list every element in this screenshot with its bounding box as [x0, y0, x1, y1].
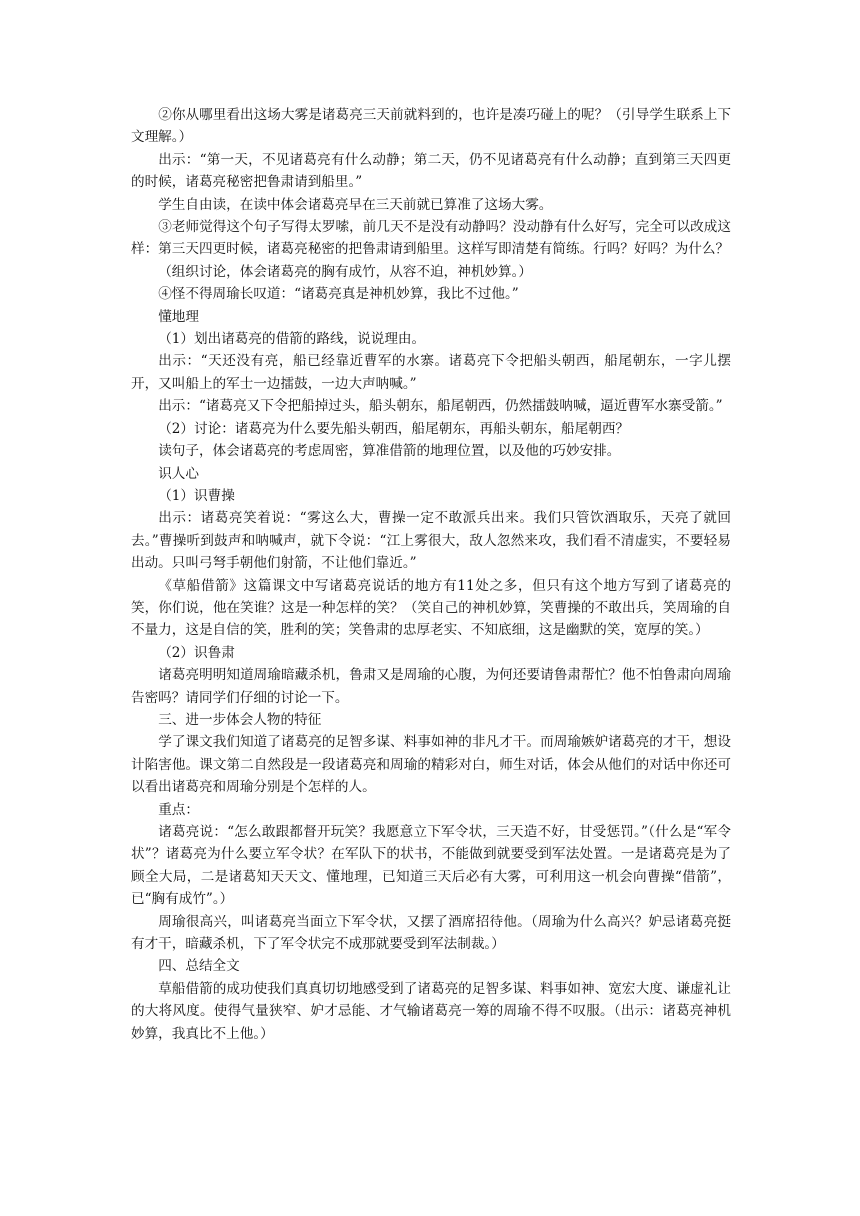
paragraph-question-3: ③老师觉得这个句子写得太罗嗦，前几天不是没有动静吗？没动静有什么好写，完全可以改成这样：第三天四更时候，诸葛亮秘密的把鲁肃请到船里。这样写即清楚有简练。行吗？好吗？为什么？	[131, 219, 731, 258]
paragraph-discussion-direction: （2）讨论：诸葛亮为什么要先船头朝西，船尾朝东，再船头朝东，船尾朝西？	[158, 420, 630, 437]
heading-people: 识人心	[158, 465, 199, 482]
paragraph-quote-fog: 出示：诸葛亮笑着说：“雾这么大，曹操一定不敢派兵出来。我们只管饮酒取乐，天亮了就回去。”曹操听到鼓声和呐喊声，就下令说：“江上雾很大，敌人忽然来攻，我们看不清虚实，不要轻易出动。只叫弓弩手朝他们射箭，不让他们靠近。”	[131, 510, 731, 572]
section-heading-4: 四、总结全文	[158, 958, 240, 975]
paragraph-lu-su-question: 诸葛亮明明知道周瑜暗藏杀机，鲁肃又是周瑜的心腹，为何还要请鲁肃帮忙？他不怕鲁肃向周瑜告密吗？请同学们仔细的讨论一下。	[131, 667, 731, 706]
paragraph-route-task: （1）划出诸葛亮的借箭的路线，说说理由。	[158, 331, 426, 348]
paragraph-quote-days: 出示：“第一天，不见诸葛亮有什么动静；第二天，仍不见诸葛亮有什么动静；直到第三天四更的时候，诸葛亮秘密把鲁肃请到船里。”	[131, 151, 731, 191]
paragraph-quote-east: 出示：“诸葛亮又下令把船掉过头，船头朝东，船尾朝西，仍然擂鼓呐喊，逼近曹军水寨受箭。”	[158, 398, 723, 415]
document-body	[131, 104, 731, 1045]
paragraph-laugh-analysis: 《草船借箭》这篇课文中写诸葛亮说话的地方有11处之多，但只有这个地方写到了诸葛亮的笑，你们说，他在笑谁？这是一种怎样的笑？（笑自己的神机妙算，笑曹操的不敢出兵，笑周瑜的自不量力，这是自信的笑，胜利的笑；笑鲁肃的忠厚老实、不知底细，这是幽默的笑，宽厚的笑。）	[131, 577, 731, 639]
subheading-cao-cao: （1）识曹操	[158, 487, 235, 504]
paragraph-character-intro: 学了课文我们知道了诸葛亮的足智多谋、料事如神的非凡才干。而周瑜嫉妒诸葛亮的才干，想设计陷害他。课文第二自然段是一段诸葛亮和周瑜的精彩对白，师生对话，体会从他们的对话中你还可以看出诸葛亮和周瑜分别是个怎样的人。	[131, 734, 731, 796]
paragraph-zhou-yu-happy: 周瑜很高兴，叫诸葛亮当面立下军令状，又摆了酒席招待他。（周瑜为什么高兴？妒忌诸葛亮挺有才干，暗藏杀机，下了军令状完不成那就要受到军法制裁。）	[131, 913, 731, 953]
paragraph-quote-west: 出示：“天还没有亮，船已经靠近曹军的水寨。诸葛亮下令把船头朝西，船尾朝东，一字儿摆开，又叫船上的军士一边擂鼓，一边大声呐喊。”	[131, 353, 731, 392]
heading-geography: 懂地理	[158, 308, 199, 325]
paragraph-summary: 草船借箭的成功使我们真真切切地感受到了诸葛亮的足智多谋、料事如神、宽宏大度、谦虚礼让的大将风度。使得气量狭窄、妒才忌能、才气输诸葛亮一筹的周瑜不得不叹服。（出示：诸葛亮神机妙算，我真比不上他。）	[131, 980, 731, 1042]
paragraph-military-order: 诸葛亮说：“怎么敢跟都督开玩笑？我愿意立下军令状，三天造不好，甘受惩罚。”（什么是“军令状”？诸葛亮为什么要立军令状？在军队下的状书，不能做到就要受到军法处置。一是诸葛亮是为了顾全大局，二是诸葛知天天文、懂地理，已知道三天后必有大雾，可利用这一机会向曹操“借箭”，已“胸有成竹”。）	[131, 824, 731, 908]
paragraph-free-reading: 学生自由读，在读中体会诸葛亮早在三天前就已算准了这场大雾。	[158, 196, 553, 213]
section-heading-3: 三、进一步体会人物的特征	[158, 711, 322, 728]
subheading-lu-su: （2）识鲁肃	[158, 644, 235, 661]
paragraph-discussion-note: （组织讨论，体会诸葛亮的胸有成竹，从容不迫，神机妙算。）	[158, 263, 533, 280]
paragraph-question-2: ②你从哪里看出这场大雾是诸葛亮三天前就料到的，也许是凑巧碰上的呢？（引导学生联系上下文理解。）	[131, 107, 731, 146]
paragraph-question-4: ④怪不得周瑜长叹道：“诸葛亮真是神机妙算，我比不过他。”	[158, 286, 519, 303]
paragraph-read-sentence: 读句子，体会诸葛亮的考虑周密，算准借箭的地理位置，以及他的巧妙安排。	[158, 443, 621, 460]
label-key-point: 重点：	[158, 801, 199, 818]
